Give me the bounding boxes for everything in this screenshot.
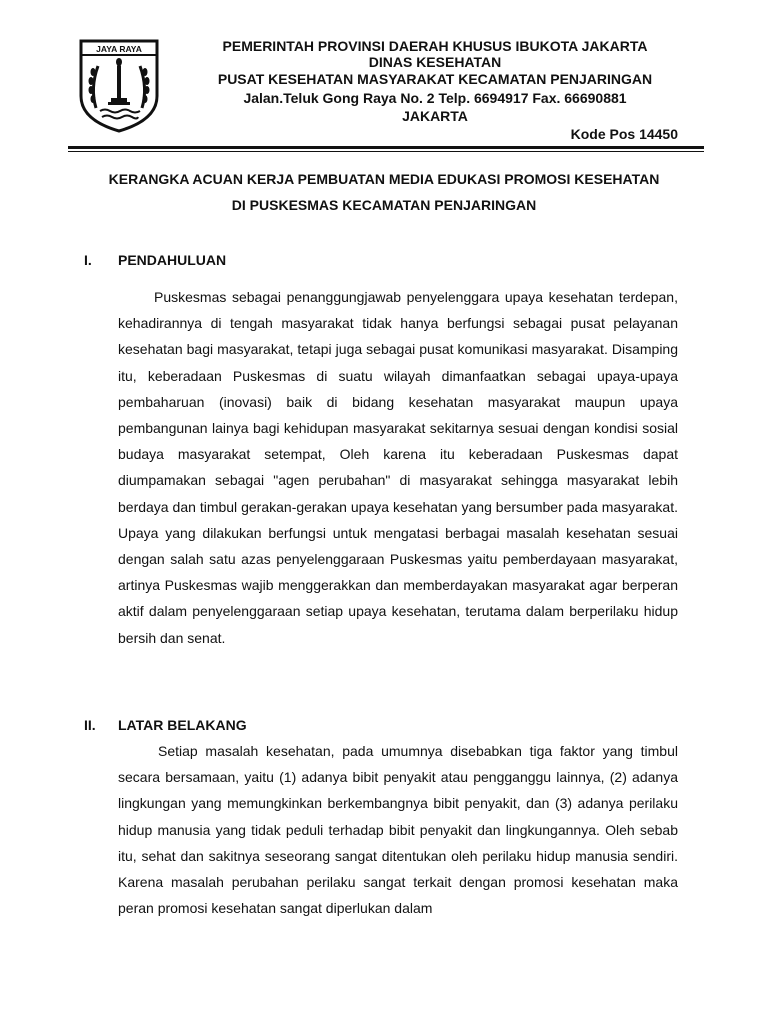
- jaya-raya-emblem-icon: [78, 38, 160, 134]
- section-body-pendahuluan: Puskesmas sebagai penanggungjawab penyelenggara upaya kesehatan terdepan, kehadirannya di tengah masyarakat tidak hanya berfungsi sebagai pusat pelayanan kesehatan bagi masyarakat, tetapi juga sebagai pusat komunikasi masyarakat. Disamping itu, keberadaan Puskesmas di suatu wilayah dimanfaatkan sebagai upaya-upaya pembaharuan (inovasi) baik di bidang kesehatan masyarakat maupun upaya pembangunan lainya bagi kehidupan masyarakat sekitarnya sesuai dengan kondisi sosial budaya masyarakat setempat, Oleh karena itu keberadaan Puskesmas dapat diumpamakan sebagai "agen perubahan" di masyarakat sehingga masyarakat lebih berdaya dan timbul gerakan-gerakan upaya kesehatan yang bersumber pada masyarakat. Upaya yang dilakukan berfungsi untuk mengatasi berbagai masalah kesehatan sesuai dengan salah satu azas penyelenggaraan Puskesmas yaitu pemberdayaan masyarakat, artinya Puskesmas wajib menggerakkan dan memberdayakan masyarakat agar berperan aktif dalam penyelenggaraan setiap upaya kesehatan, terutama dalam berperilaku hidup bersih dan senat.: [118, 289, 678, 646]
- letterhead-divider-thin: [68, 151, 704, 152]
- section-number-2: II.: [84, 717, 96, 733]
- section-number-1: I.: [84, 252, 92, 268]
- postal-code: Kode Pos 14450: [570, 126, 678, 142]
- letterhead-government: PEMERINTAH PROVINSI DAERAH KHUSUS IBUKOTA JAKARTA: [222, 38, 648, 54]
- letterhead-city: JAKARTA: [402, 108, 468, 124]
- document-title-line2: DI PUSKESMAS KECAMATAN PENJARINGAN: [231, 197, 537, 213]
- letterhead-address: Jalan.Teluk Gong Raya No. 2 Telp. 6694917 Fax. 66690881: [243, 90, 627, 106]
- document-title-line1: KERANGKA ACUAN KERJA PEMBUATAN MEDIA EDUKASI PROMOSI KESEHATAN: [108, 171, 660, 187]
- section-body-latar-belakang: Setiap masalah kesehatan, pada umumnya disebabkan tiga faktor yang timbul secara bersamaan, yaitu (1) adanya bibit penyakit atau pengganggu lainnya, (2) adanya lingkungan yang memungkinkan berkembangnya bibit penyakit, dan (3) adanya perilaku hidup manusia yang tidak peduli terhadap bibit penyakit dan lingkungannya. Oleh sebab itu, sehat dan sakitnya seseorang sangat ditentukan oleh perilaku hidup manusia sendiri. Karena masalah perubahan perilaku sangat terkait dengan promosi kesehatan maka peran promosi kesehatan sangat diperlukan dalam: [118, 743, 678, 917]
- jaya-raya-logo: [78, 38, 160, 134]
- section-heading-latar-belakang: LATAR BELAKANG: [118, 717, 247, 733]
- letterhead-institution: PUSAT KESEHATAN MASYARAKAT KECAMATAN PENJARINGAN: [217, 71, 653, 87]
- svg-text:JAYA RAYA: JAYA RAYA: [96, 44, 142, 54]
- letterhead-department: DINAS KESEHATAN: [368, 54, 502, 70]
- section-heading-pendahuluan: PENDAHULUAN: [118, 252, 227, 268]
- letterhead-divider-thick: [68, 146, 704, 149]
